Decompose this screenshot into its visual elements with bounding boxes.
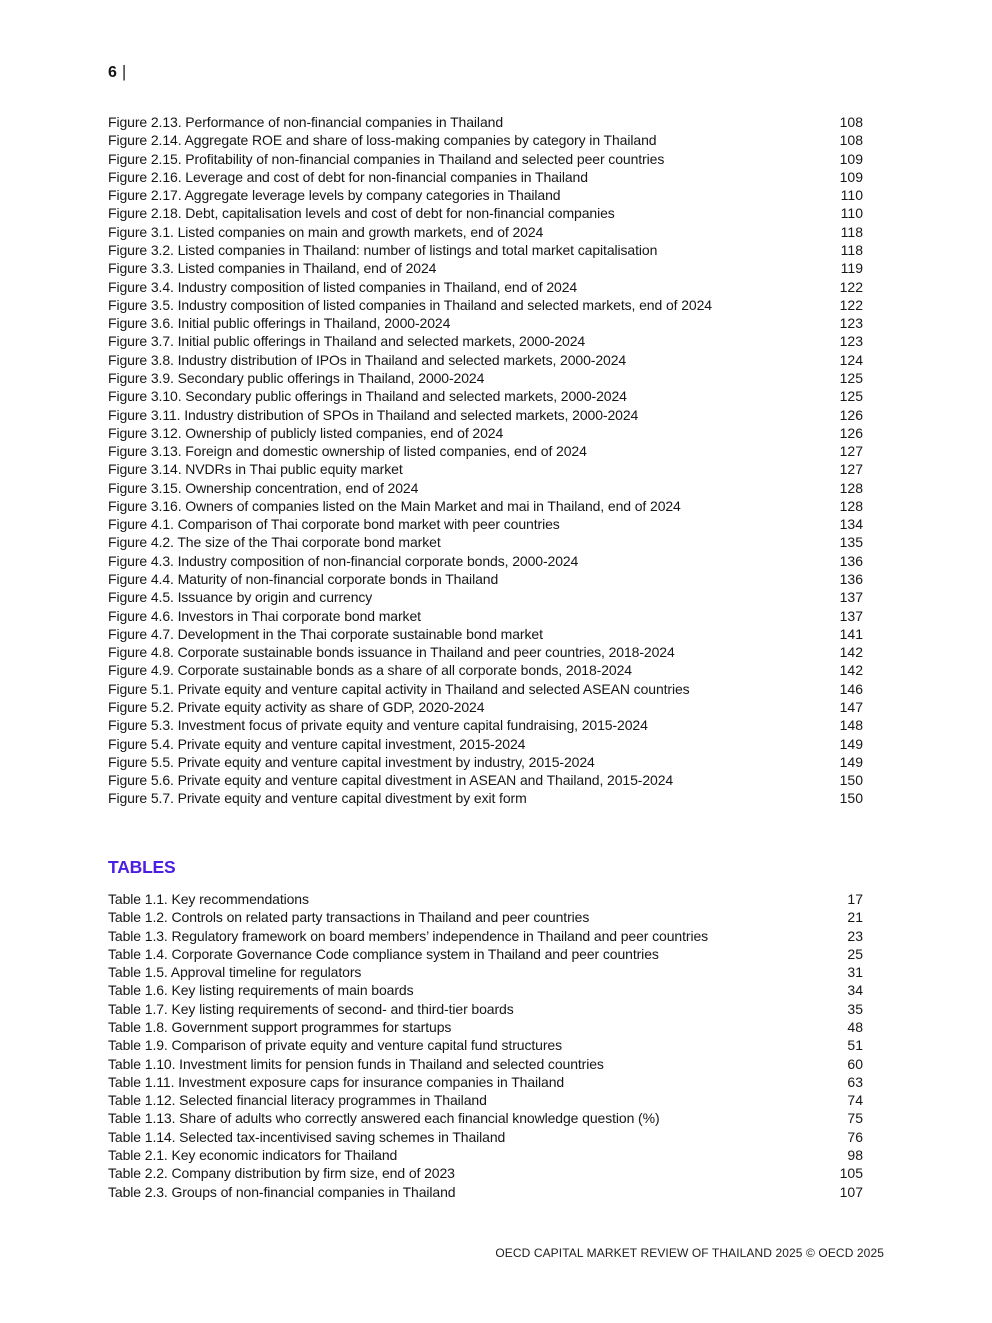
toc-entry-title: Figure 2.18. Debt, capitalisation levels and cost of debt for non-financial companies (108, 205, 615, 222)
toc-entry-page: 76 (847, 1128, 863, 1145)
toc-entry[interactable] (108, 661, 863, 679)
toc-entry[interactable] (108, 1036, 863, 1054)
toc-entry-page: 123 (839, 333, 863, 350)
toc-entry[interactable] (108, 113, 863, 131)
toc-entry-title: Figure 2.16. Leverage and cost of debt for non-financial companies in Thailand (108, 168, 588, 185)
toc-entry-page: 122 (839, 296, 863, 313)
toc-entry-title: Figure 3.9. Secondary public offerings in Thailand, 2000-2024 (108, 369, 485, 386)
toc-entry-page: 35 (847, 1000, 863, 1017)
toc-entry-page: 125 (839, 369, 863, 386)
toc-entry-title: Table 1.4. Corporate Governance Code compliance system in Thailand and peer countries (108, 945, 659, 962)
toc-entry-title: Figure 2.14. Aggregate ROE and share of loss-making companies by category in Thailand (108, 132, 657, 149)
toc-entry-page: 34 (847, 982, 863, 999)
toc-entry-title: Figure 3.6. Initial public offerings in Thailand, 2000-2024 (108, 315, 451, 332)
toc-entry-title: Table 1.12. Selected financial literacy programmes in Thailand (108, 1092, 487, 1109)
toc-entry[interactable] (108, 497, 863, 515)
toc-entry-title: Figure 3.5. Industry composition of listed companies in Thailand and selected markets, end of 2024 (108, 296, 712, 313)
toc-entry-page: 126 (839, 406, 863, 423)
toc-entry[interactable] (108, 963, 863, 981)
toc-entry-title: Figure 4.2. The size of the Thai corporate bond market (108, 534, 441, 551)
toc-entry-page: 75 (847, 1110, 863, 1127)
toc-entry-page: 150 (839, 790, 863, 807)
toc-entry-page: 149 (839, 735, 863, 752)
tables-section-heading: TABLES (108, 857, 176, 877)
toc-entry[interactable] (108, 1091, 863, 1109)
toc-entry[interactable] (108, 406, 863, 424)
toc-entry-title: Figure 3.15. Ownership concentration, end of 2024 (108, 479, 419, 496)
toc-entry-page: 122 (839, 278, 863, 295)
toc-entry[interactable] (108, 607, 863, 625)
toc-entry[interactable] (108, 351, 863, 369)
toc-entry-title: Table 1.5. Approval timeline for regulators (108, 964, 362, 981)
toc-entry-title: Figure 3.14. NVDRs in Thai public equity market (108, 461, 403, 478)
toc-entry[interactable] (108, 278, 863, 296)
toc-entry-page: 142 (839, 644, 863, 661)
toc-entry[interactable] (108, 1055, 863, 1073)
toc-entry-title: Table 1.3. Regulatory framework on board members’ independence in Thailand and peer countries (108, 927, 709, 944)
toc-entry[interactable] (108, 460, 863, 478)
toc-entry-page: 108 (839, 132, 863, 149)
toc-entry-page: 74 (847, 1092, 863, 1109)
toc-entry[interactable] (108, 981, 863, 999)
page-number-separator: | (121, 62, 127, 81)
toc-entry-title: Table 1.9. Comparison of private equity and venture capital fund structures (108, 1037, 562, 1054)
toc-entry-page: 110 (840, 205, 863, 222)
toc-entry-title: Table 1.11. Investment exposure caps for insurance companies in Thailand (108, 1073, 565, 1090)
page-footer: OECD CAPITAL MARKET REVIEW OF THAILAND 2025 © OECD 2025 (495, 1246, 884, 1260)
toc-entry[interactable] (108, 442, 863, 460)
toc-entry[interactable] (108, 945, 863, 963)
toc-entry-title: Table 1.2. Controls on related party transactions in Thailand and peer countries (108, 909, 590, 926)
toc-entry-title: Figure 3.1. Listed companies on main and growth markets, end of 2024 (108, 223, 544, 240)
toc-entry-title: Figure 3.13. Foreign and domestic ownership of listed companies, end of 2024 (108, 443, 587, 460)
toc-entry-title: Figure 4.4. Maturity of non-financial corporate bonds in Thailand (108, 571, 499, 588)
toc-entry-page: 118 (840, 223, 863, 240)
toc-entry[interactable] (108, 643, 863, 661)
toc-entry-page: 127 (839, 461, 863, 478)
figures-list (108, 113, 863, 808)
toc-entry-page: 31 (847, 964, 863, 981)
toc-entry-page: 108 (839, 114, 863, 130)
page-number: 6 (108, 64, 117, 81)
toc-entry-page: 124 (839, 351, 863, 368)
toc-entry-page: 136 (839, 571, 863, 588)
toc-entry[interactable] (108, 908, 863, 926)
toc-entry-title: Figure 5.6. Private equity and venture capital divestment in ASEAN and Thailand, 2015-2024 (108, 772, 674, 789)
toc-entry[interactable] (108, 716, 863, 734)
toc-entry[interactable] (108, 515, 863, 533)
toc-entry-title: Table 1.6. Key listing requirements of main boards (108, 982, 414, 999)
toc-entry-title: Figure 2.15. Profitability of non-financial companies in Thailand and selected peer countries (108, 150, 665, 167)
toc-entry[interactable] (108, 735, 863, 753)
toc-entry[interactable] (108, 387, 863, 405)
toc-entry[interactable] (108, 588, 863, 606)
toc-entry-title: Table 1.1. Key recommendations (108, 891, 309, 907)
toc-entry[interactable] (108, 332, 863, 350)
page-header (108, 62, 126, 83)
toc-entry-title: Figure 3.2. Listed companies in Thailand: number of listings and total market capitalisation (108, 241, 658, 258)
toc-entry-title: Figure 4.9. Corporate sustainable bonds as a share of all corporate bonds, 2018-2024 (108, 662, 632, 679)
toc-entry-title: Figure 5.4. Private equity and venture capital investment, 2015-2024 (108, 735, 526, 752)
toc-entry[interactable] (108, 296, 863, 314)
toc-entry-page: 109 (839, 168, 863, 185)
toc-entry[interactable] (108, 789, 863, 807)
toc-entry-title: Figure 5.7. Private equity and venture capital divestment by exit form (108, 790, 527, 807)
toc-entry-page: 146 (839, 680, 863, 697)
toc-entry-title: Figure 4.6. Investors in Thai corporate bond market (108, 607, 421, 624)
toc-entry-title: Table 1.7. Key listing requirements of second- and third-tier boards (108, 1000, 514, 1017)
toc-entry[interactable] (108, 1109, 863, 1127)
toc-entry-title: Figure 5.5. Private equity and venture capital investment by industry, 2015-2024 (108, 753, 595, 770)
toc-entry[interactable] (108, 259, 863, 277)
toc-entry-title: Figure 3.11. Industry distribution of SPOs in Thailand and selected markets, 2000-2024 (108, 406, 639, 423)
toc-entry-title: Figure 5.2. Private equity activity as share of GDP, 2020-2024 (108, 699, 485, 715)
toc-entry-title: Figure 4.7. Development in the Thai corporate sustainable bond market (108, 625, 543, 642)
toc-entry-page: 63 (847, 1073, 863, 1090)
toc-entry-page: 118 (840, 241, 863, 258)
toc-entry-title: Figure 3.12. Ownership of publicly listed companies, end of 2024 (108, 424, 504, 441)
toc-entry-title: Figure 4.8. Corporate sustainable bonds issuance in Thailand and peer countries, 2018-2024 (108, 644, 675, 661)
toc-entry-page: 51 (847, 1037, 863, 1054)
toc-entry-page: 107 (839, 1183, 863, 1200)
toc-entry[interactable] (108, 625, 863, 643)
toc-entry-page: 105 (839, 1165, 863, 1182)
toc-entry-page: 141 (839, 625, 863, 642)
toc-entry-title: Figure 3.16. Owners of companies listed on the Main Market and mai in Thailand, end of 2024 (108, 497, 681, 514)
toc-entry-page: 21 (847, 909, 863, 926)
toc-entry-page: 128 (839, 497, 863, 514)
toc-entry[interactable] (108, 186, 863, 204)
toc-entry-title: Table 1.8. Government support programmes for startups (108, 1018, 452, 1035)
toc-entry-page: 134 (839, 516, 863, 533)
toc-entry-page: 110 (840, 187, 863, 204)
toc-entry[interactable] (108, 479, 863, 497)
toc-entry-title: Figure 4.3. Industry composition of non-financial corporate bonds, 2000-2024 (108, 552, 579, 569)
toc-entry-page: 147 (839, 699, 863, 715)
toc-entry-page: 125 (839, 388, 863, 405)
toc-entry-page: 109 (839, 150, 863, 167)
toc-entry-title: Table 1.10. Investment limits for pension funds in Thailand and selected countries (108, 1055, 604, 1072)
toc-entry[interactable] (108, 131, 863, 149)
toc-entry-page: 149 (839, 753, 863, 770)
toc-entry-title: Figure 3.7. Initial public offerings in Thailand and selected markets, 2000-2024 (108, 333, 586, 350)
toc-entry[interactable] (108, 927, 863, 945)
toc-entry-title: Table 1.13. Share of adults who correctly answered each financial knowledge question (%) (108, 1110, 660, 1127)
toc-entry[interactable] (108, 424, 863, 442)
toc-entry-page: 23 (847, 927, 863, 944)
toc-entry-title: Figure 3.3. Listed companies in Thailand, end of 2024 (108, 260, 437, 277)
toc-entry-page: 148 (839, 717, 863, 734)
toc-entry-title: Figure 4.1. Comparison of Thai corporate bond market with peer countries (108, 516, 560, 533)
toc-entry[interactable] (108, 533, 863, 551)
toc-entry[interactable] (108, 150, 863, 168)
toc-entry-page: 136 (839, 552, 863, 569)
toc-entry-title: Table 2.2. Company distribution by firm size, end of 2023 (108, 1165, 455, 1182)
toc-entry-page: 127 (839, 443, 863, 460)
toc-entry[interactable] (108, 771, 863, 789)
toc-entry[interactable] (108, 1128, 863, 1146)
toc-entry-page: 25 (847, 945, 863, 962)
toc-entry-title: Figure 5.3. Investment focus of private equity and venture capital fundraising, 2015-2024 (108, 717, 648, 734)
toc-entry-page: 137 (839, 607, 863, 624)
toc-entry[interactable] (108, 890, 863, 908)
toc-entry[interactable] (108, 1164, 863, 1182)
toc-entry-title: Figure 3.4. Industry composition of listed companies in Thailand, end of 2024 (108, 278, 578, 295)
toc-entry-page: 135 (839, 534, 863, 551)
toc-entry-page: 128 (839, 479, 863, 496)
toc-entry-title: Figure 3.10. Secondary public offerings in Thailand and selected markets, 2000-2024 (108, 388, 627, 405)
toc-entry-page: 150 (839, 772, 863, 789)
toc-entry-page: 17 (847, 891, 863, 907)
toc-entry[interactable] (108, 223, 863, 241)
toc-entry-title: Figure 3.8. Industry distribution of IPOs in Thailand and selected markets, 2000-2024 (108, 351, 627, 368)
toc-entry-title: Figure 5.1. Private equity and venture capital activity in Thailand and selected ASEAN countries (108, 680, 690, 697)
toc-entry-title: Figure 2.17. Aggregate leverage levels by company categories in Thailand (108, 187, 561, 204)
toc-entry-page: 137 (839, 589, 863, 606)
toc-entry[interactable] (108, 698, 863, 716)
toc-entry-title: Figure 2.13. Performance of non-financial companies in Thailand (108, 114, 504, 130)
toc-entry[interactable] (108, 552, 863, 570)
toc-entry[interactable] (108, 168, 863, 186)
tables-list (108, 890, 863, 1201)
toc-entry[interactable] (108, 241, 863, 259)
toc-entry-title: Table 2.3. Groups of non-financial companies in Thailand (108, 1183, 456, 1200)
toc-entry[interactable] (108, 314, 863, 332)
toc-entry-page: 48 (847, 1018, 863, 1035)
toc-entry-page: 98 (847, 1146, 863, 1163)
toc-entry[interactable] (108, 204, 863, 222)
toc-entry[interactable] (108, 1000, 863, 1018)
toc-entry-page: 119 (840, 260, 863, 277)
toc-entry[interactable] (108, 1183, 863, 1201)
toc-entry-page: 123 (839, 315, 863, 332)
toc-entry[interactable] (108, 570, 863, 588)
toc-entry-page: 126 (839, 424, 863, 441)
toc-entry-page: 60 (847, 1055, 863, 1072)
toc-entry-title: Table 1.14. Selected tax-incentivised saving schemes in Thailand (108, 1128, 506, 1145)
toc-entry[interactable] (108, 680, 863, 698)
toc-entry[interactable] (108, 1073, 863, 1091)
toc-entry[interactable] (108, 753, 863, 771)
toc-entry[interactable] (108, 1146, 863, 1164)
toc-entry-title: Figure 4.5. Issuance by origin and currency (108, 589, 373, 606)
toc-entry-title: Table 2.1. Key economic indicators for Thailand (108, 1146, 398, 1163)
toc-entry-page: 142 (839, 662, 863, 679)
toc-entry[interactable] (108, 1018, 863, 1036)
toc-entry[interactable] (108, 369, 863, 387)
